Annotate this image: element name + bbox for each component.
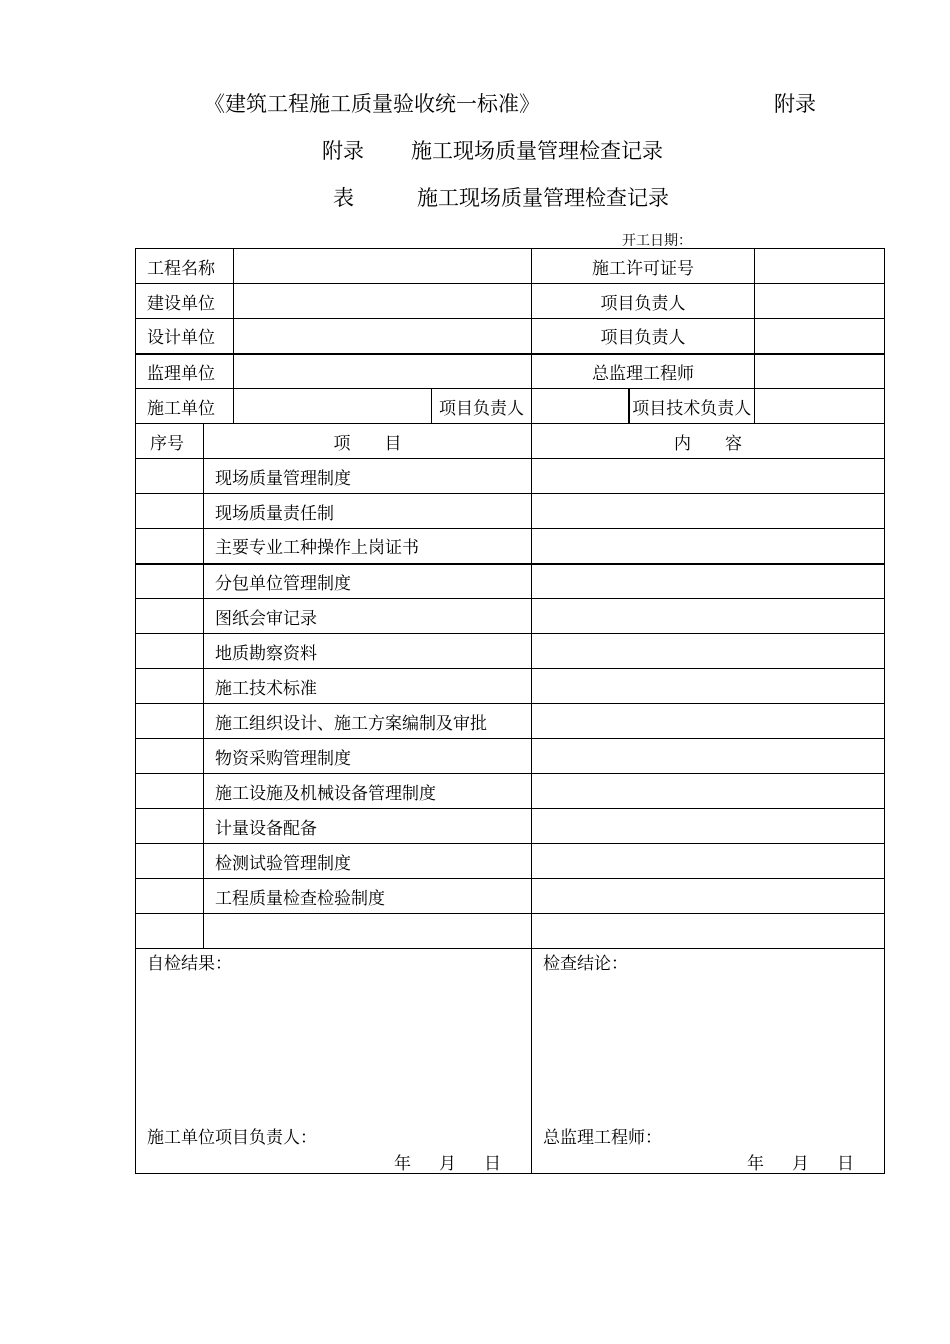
value-design-pm[interactable]	[755, 319, 885, 354]
seq-cell[interactable]	[136, 704, 204, 739]
self-check-date	[394, 1149, 501, 1174]
row-signatures	[136, 949, 885, 1174]
table-row	[136, 914, 885, 949]
seq-cell[interactable]	[136, 739, 204, 774]
table-row	[136, 879, 885, 914]
value-chief-supervisor[interactable]	[755, 354, 885, 389]
item-cell: 施工技术标准	[204, 669, 532, 704]
content-cell[interactable]	[532, 739, 885, 774]
content-cell[interactable]	[532, 809, 885, 844]
seq-cell[interactable]	[136, 634, 204, 669]
content-cell[interactable]	[532, 529, 885, 564]
item-cell: 现场质量管理制度	[204, 459, 532, 494]
self-check-label: 自检结果：	[147, 954, 232, 974]
label-owner-pm: 项目负责人	[532, 284, 755, 319]
seq-cell[interactable]	[136, 599, 204, 634]
standard-title: 《建筑工程施工质量验收统一标准》	[204, 92, 540, 116]
value-permit-no[interactable]	[755, 249, 885, 284]
value-supervision-unit[interactable]	[234, 354, 532, 389]
table-row	[136, 564, 885, 599]
label-construction-unit: 施工单位	[136, 389, 234, 424]
appendix-label-right: 附录	[774, 92, 816, 116]
seq-cell[interactable]	[136, 529, 204, 564]
value-owner-pm[interactable]	[755, 284, 885, 319]
content-cell[interactable]	[532, 774, 885, 809]
table-row	[136, 774, 885, 809]
row-construction-unit	[136, 389, 885, 424]
inspection-label: 检查结论：	[543, 954, 628, 974]
table-row	[136, 634, 885, 669]
self-check-signer-label: 施工单位项目负责人：	[147, 1128, 317, 1148]
content-cell[interactable]	[532, 704, 885, 739]
label-construction-pm: 项目负责人	[432, 389, 532, 424]
header-content: 内 容	[532, 424, 885, 459]
seq-cell[interactable]	[136, 809, 204, 844]
value-construction-pm[interactable]	[532, 389, 629, 424]
value-design-unit[interactable]	[234, 319, 532, 354]
seq-cell[interactable]	[136, 564, 204, 599]
month-label: 月	[792, 1154, 809, 1174]
content-cell[interactable]	[532, 494, 885, 529]
seq-cell[interactable]	[136, 774, 204, 809]
label-chief-supervisor: 总监理工程师	[532, 354, 755, 389]
item-cell: 计量设备配备	[204, 809, 532, 844]
month-label: 月	[439, 1154, 456, 1174]
row-project-name	[136, 249, 885, 284]
row-column-headers	[136, 424, 885, 459]
header-seq: 序号	[136, 424, 204, 459]
inspection-section[interactable]	[532, 949, 885, 1174]
table-row	[136, 704, 885, 739]
year-label: 年	[747, 1154, 764, 1174]
item-cell[interactable]	[204, 914, 532, 949]
item-cell: 主要专业工种操作上岗证书	[204, 529, 532, 564]
item-cell: 图纸会审记录	[204, 599, 532, 634]
seq-cell[interactable]	[136, 879, 204, 914]
inspection-date	[747, 1149, 854, 1174]
day-label: 日	[484, 1154, 501, 1174]
content-cell[interactable]	[532, 564, 885, 599]
inspection-signer-label: 总监理工程师：	[543, 1128, 662, 1148]
self-check-section[interactable]	[136, 949, 532, 1174]
table-row	[136, 739, 885, 774]
table-row	[136, 809, 885, 844]
label-permit-no: 施工许可证号	[532, 249, 755, 284]
seq-cell[interactable]	[136, 459, 204, 494]
table-row	[136, 844, 885, 879]
label-supervision-unit: 监理单位	[136, 354, 234, 389]
seq-cell[interactable]	[136, 494, 204, 529]
item-cell: 施工设施及机械设备管理制度	[204, 774, 532, 809]
item-cell: 工程质量检查检验制度	[204, 879, 532, 914]
start-date-label: 开工日期：	[622, 233, 692, 249]
label-owner-unit: 建设单位	[136, 284, 234, 319]
item-cell: 现场质量责任制	[204, 494, 532, 529]
table-title: 施工现场质量管理检查记录	[417, 186, 669, 210]
appendix-title: 施工现场质量管理检查记录	[411, 139, 663, 163]
content-cell[interactable]	[532, 634, 885, 669]
content-cell[interactable]	[532, 914, 885, 949]
value-owner-unit[interactable]	[234, 284, 532, 319]
table-row	[136, 599, 885, 634]
item-cell: 施工组织设计、施工方案编制及审批	[204, 704, 532, 739]
table-row	[136, 459, 885, 494]
label-design-pm: 项目负责人	[532, 319, 755, 354]
label-design-unit: 设计单位	[136, 319, 234, 354]
day-label: 日	[837, 1154, 854, 1174]
seq-cell[interactable]	[136, 914, 204, 949]
value-construction-unit[interactable]	[234, 389, 432, 424]
value-project-name[interactable]	[234, 249, 532, 284]
label-tech-lead: 项目技术负责人	[629, 389, 755, 424]
year-label: 年	[394, 1154, 411, 1174]
item-cell: 物资采购管理制度	[204, 739, 532, 774]
table-row	[136, 669, 885, 704]
table-label: 表	[333, 186, 354, 210]
row-owner-unit	[136, 284, 885, 319]
inspection-form	[135, 248, 885, 1174]
row-supervision-unit	[136, 354, 885, 389]
appendix-label: 附录	[322, 139, 364, 163]
item-cell: 检测试验管理制度	[204, 844, 532, 879]
content-cell[interactable]	[532, 844, 885, 879]
item-cell: 分包单位管理制度	[204, 564, 532, 599]
content-cell[interactable]	[532, 879, 885, 914]
item-cell: 地质勘察资料	[204, 634, 532, 669]
table-row	[136, 529, 885, 564]
header-item: 项 目	[204, 424, 532, 459]
content-cell[interactable]	[532, 669, 885, 704]
label-project-name: 工程名称	[136, 249, 234, 284]
content-cell[interactable]	[532, 459, 885, 494]
value-tech-lead[interactable]	[755, 389, 885, 424]
content-cell[interactable]	[532, 599, 885, 634]
seq-cell[interactable]	[136, 669, 204, 704]
seq-cell[interactable]	[136, 844, 204, 879]
row-design-unit	[136, 319, 885, 354]
table-row	[136, 494, 885, 529]
